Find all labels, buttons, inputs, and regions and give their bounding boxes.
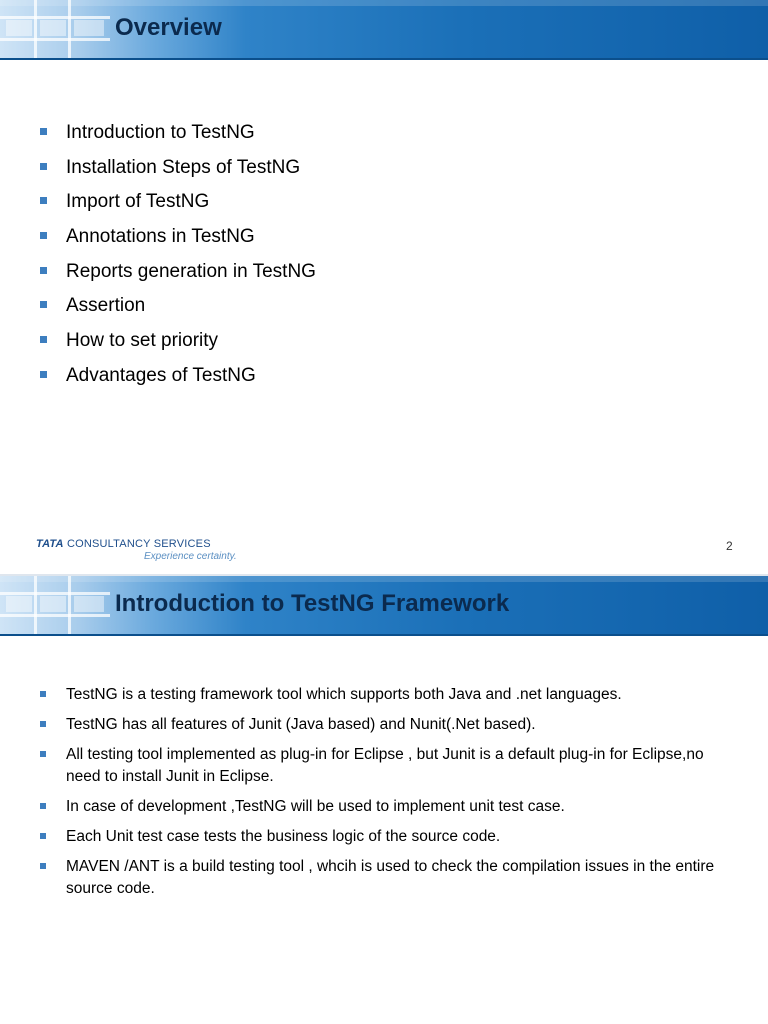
bullet-text: MAVEN /ANT is a build testing tool , whcih is used to check the compilation issues in the entire source code. [66, 858, 715, 897]
slide-title: Overview [115, 14, 222, 41]
bullet-icon [40, 863, 46, 869]
list-item [40, 151, 316, 186]
list-item [40, 826, 740, 848]
decorative-square [74, 596, 104, 612]
list-item [40, 185, 316, 220]
list-item [40, 116, 316, 151]
decorative-square [6, 596, 32, 612]
bullet-icon [40, 691, 46, 697]
slide-title: Introduction to TestNG Framework [115, 590, 510, 617]
page-number: 2 [726, 539, 733, 553]
bullet-text: How to set priority [66, 330, 219, 352]
list-item [40, 255, 316, 290]
bullet-text: Each Unit test case tests the business logic of the source code. [66, 828, 501, 845]
list-item [40, 359, 316, 394]
decorative-line [0, 38, 110, 41]
bullet-icon [40, 232, 47, 239]
bullet-text: Assertion [66, 295, 146, 317]
list-item [40, 714, 740, 736]
decorative-line [34, 0, 37, 60]
bullet-icon [40, 371, 47, 378]
bullet-icon [40, 301, 47, 308]
company-name-rest: CONSULTANCY SERVICES [66, 538, 211, 550]
list-item [40, 744, 740, 788]
decorative-line [34, 576, 37, 636]
bullet-text: Introduction to TestNG [66, 122, 255, 143]
bullet-text: TestNG is a testing framework tool which supports both Java and .net languages. [66, 686, 622, 703]
bullet-icon [40, 163, 47, 170]
bullet-icon [40, 197, 47, 204]
decorative-square [40, 596, 66, 612]
bullet-list [40, 684, 740, 908]
bullet-text: Reports generation in TestNG [66, 260, 316, 282]
decorative-line [0, 614, 110, 617]
bullet-text: Annotations in TestNG [66, 226, 255, 248]
bullet-icon [40, 803, 46, 809]
bullet-text: Installation Steps of TestNG [66, 156, 301, 178]
bullet-icon [40, 128, 47, 135]
list-item [40, 856, 740, 900]
decorative-line [68, 0, 71, 60]
slide-introduction [0, 576, 768, 1024]
decorative-line [0, 592, 110, 595]
list-item [40, 289, 316, 324]
bullet-list [40, 116, 316, 394]
bullet-text: In case of development ,TestNG will be used to implement unit test case. [66, 798, 565, 815]
bullet-icon [40, 721, 46, 727]
list-item [40, 324, 316, 359]
decorative-line [68, 576, 71, 636]
decorative-square [74, 20, 104, 36]
bullet-icon [40, 833, 46, 839]
bullet-text: All testing tool implemented as plug-in for Eclipse , but Junit is a default plug-in for Eclipse,no need to install Junit in Eclipse. [66, 746, 704, 785]
list-item [40, 220, 316, 255]
company-tagline: Experience certainty. [144, 551, 237, 562]
decorative-square [40, 20, 66, 36]
bullet-icon [40, 336, 47, 343]
bullet-text: Import of TestNG [66, 191, 210, 213]
company-logo [36, 538, 237, 562]
bullet-icon [40, 751, 46, 757]
bullet-text: TestNG has all features of Junit (Java based) and Nunit(.Net based). [66, 716, 536, 733]
list-item [40, 796, 740, 818]
company-name [36, 538, 237, 550]
company-brand: TATA [36, 538, 64, 550]
bullet-text: Advantages of TestNG [66, 364, 256, 386]
bullet-icon [40, 267, 47, 274]
decorative-line [0, 16, 110, 19]
list-item [40, 684, 740, 706]
decorative-square [6, 20, 32, 36]
